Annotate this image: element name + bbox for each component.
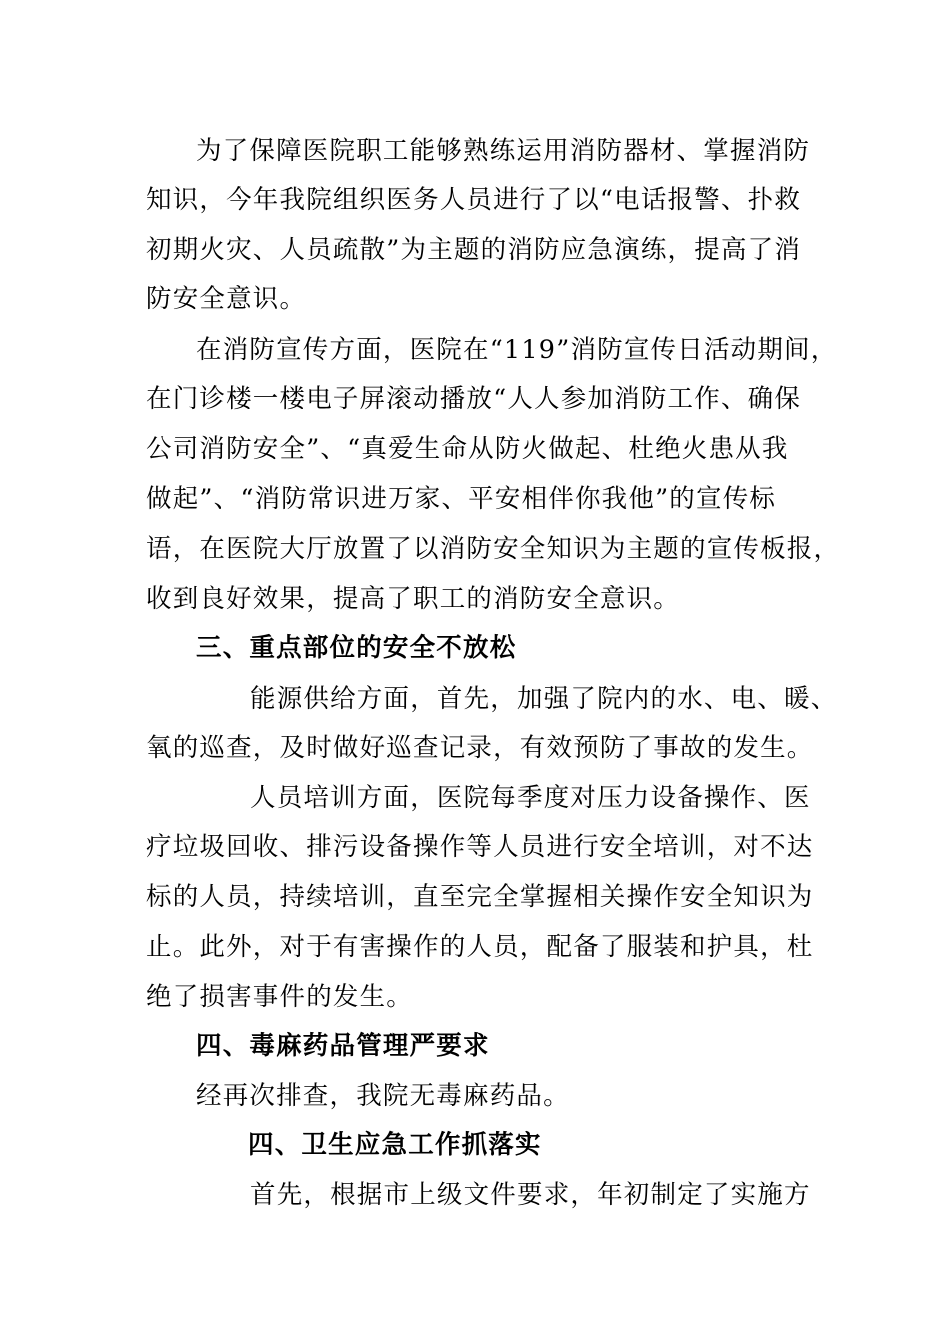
paragraph-3-line-1: 能源供给方面，首先，加强了院内的水、电、暖、 (250, 684, 838, 714)
paragraph-2-line-1: 在消防宣传方面，医院在“119”消防宣传日活动期间， (196, 335, 838, 365)
paragraph-1-line-3: 初期火灾、人员疏散”为主题的消防应急演练，提高了消 (146, 235, 802, 265)
paragraph-4-line-5: 绝了损害事件的发生。 (146, 982, 414, 1012)
paragraph-2-line-3: 公司消防安全”、“真爱生命从防火做起、杜绝火患从我 (146, 434, 789, 464)
paragraph-4-line-3: 标的人员，持续培训，直至完全掌握相关操作安全知识为 (146, 882, 814, 912)
paragraph-2-line-4: 做起”、“消防常识进万家、平安相伴你我他”的宣传标 (146, 484, 777, 514)
paragraph-3-line-2: 氧的巡查，及时做好巡查记录，有效预防了事故的发生。 (146, 733, 814, 763)
paragraph-6-line-1: 首先，根据市上级文件要求，年初制定了实施方 (250, 1180, 811, 1210)
paragraph-5: 经再次排查，我院无毒麻药品。 (196, 1081, 570, 1111)
paragraph-4-line-4: 止。此外，对于有害操作的人员，配备了服装和护具，杜 (146, 932, 814, 962)
paragraph-2-line-2: 在门诊楼一楼电子屏滚动播放“人人参加消防工作、确保 (146, 384, 802, 414)
section-heading-4a: 四、毒麻药品管理严要求 (196, 1031, 490, 1061)
paragraph-4-line-1: 人员培训方面，医院每季度对压力设备操作、医 (250, 783, 811, 813)
section-heading-4b: 四、卫生应急工作抓落实 (248, 1130, 542, 1160)
paragraph-1-line-1: 为了保障医院职工能够熟练运用消防器材、掌握消防 (196, 136, 811, 166)
paragraph-4-line-2: 疗垃圾回收、排污设备操作等人员进行安全培训，对不达 (146, 832, 814, 862)
paragraph-2-line-6: 收到良好效果，提高了职工的消防安全意识。 (146, 584, 681, 614)
section-heading-3: 三、重点部位的安全不放松 (196, 633, 517, 663)
paragraph-2-line-5: 语，在医院大厅放置了以消防安全知识为主题的宣传板报， (146, 534, 841, 564)
paragraph-1-line-4: 防安全意识。 (146, 284, 307, 314)
paragraph-1-line-2: 知识，今年我院组织医务人员进行了以“电话报警、扑救 (146, 185, 802, 215)
